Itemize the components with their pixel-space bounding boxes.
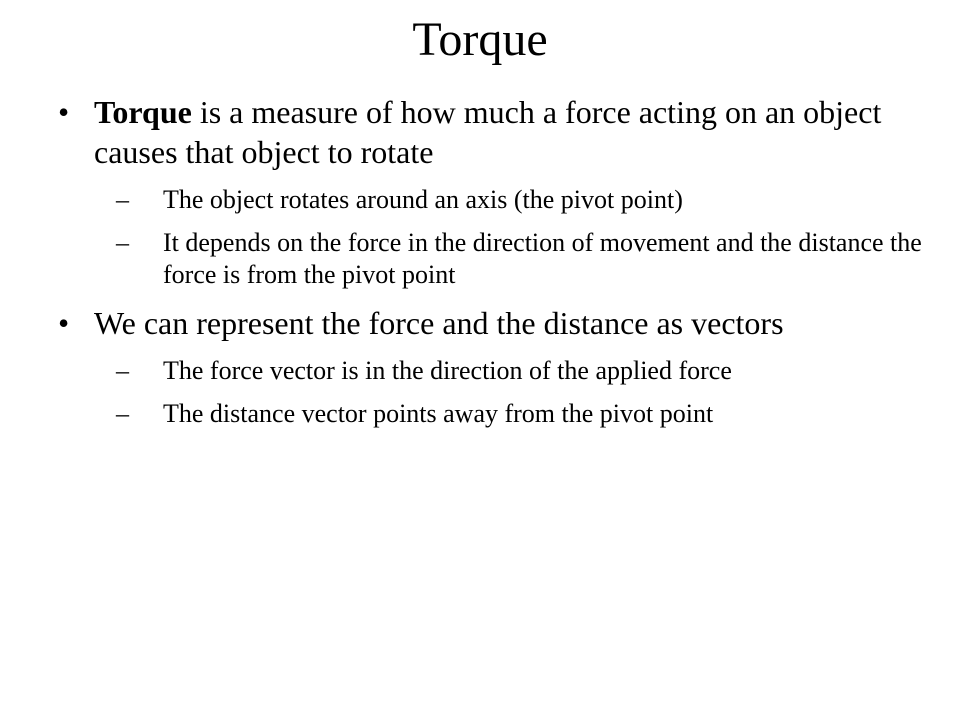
bullet-text: is a measure of how much a force acting on an object causes that object to rotate <box>94 94 882 170</box>
dash-mark: – <box>116 185 129 214</box>
dash-mark: – <box>116 356 129 385</box>
bullet-text: We can represent the force and the distance as vectors <box>94 305 784 341</box>
dash-mark: – <box>116 228 129 257</box>
sub-bullet-axis <box>58 184 938 216</box>
bullet-mark: • <box>58 94 70 130</box>
bullet-torque-definition <box>58 92 938 172</box>
sub-bullet-text: The distance vector points away from the pivot point <box>163 399 714 428</box>
slide-title: Torque <box>412 13 548 66</box>
bullet-bold-lead: Torque <box>94 94 192 130</box>
dash-mark: – <box>116 399 129 428</box>
slide-content <box>58 92 938 430</box>
sub-bullet-distance-vector <box>58 398 938 430</box>
sub-bullet-text: It depends on the force in the direction of movement and the distance the force is from the pivot point <box>163 228 922 289</box>
sub-bullet-text: The object rotates around an axis (the pivot point) <box>163 185 683 214</box>
bullet-vectors <box>58 303 938 343</box>
sub-bullet-text: The force vector is in the direction of the applied force <box>163 356 732 385</box>
sub-bullet-depends <box>58 227 938 291</box>
sub-bullet-force-vector <box>58 355 938 387</box>
bullet-mark: • <box>58 305 70 341</box>
